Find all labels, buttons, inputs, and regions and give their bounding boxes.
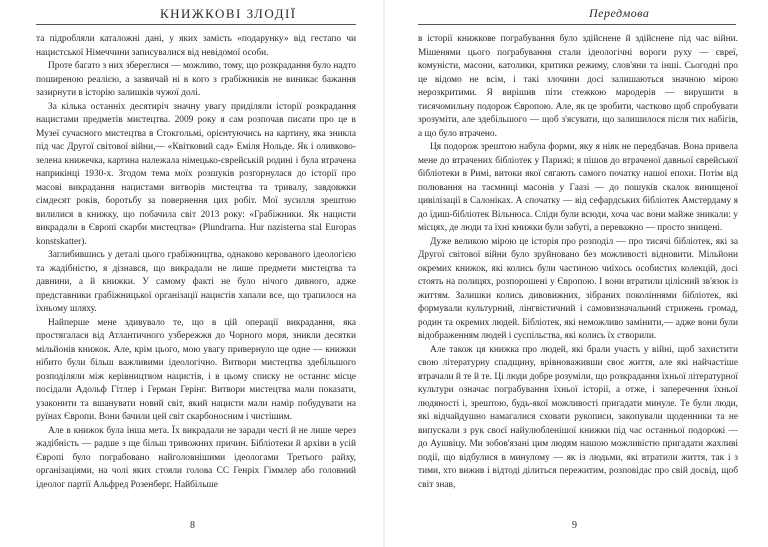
- body-text: [418, 33, 738, 492]
- page-number: 8: [190, 520, 195, 531]
- paragraph: в історії книжкове пограбування було здійснене й здійснене під час війни. Мішенями цього пограбування стали ідеологічні вороги руху — євреї, комуністи, масони, католики, критики режиму, слов'яни та інші. Сьогодні про це відомо не всім, і такі злочини досі залишаються значною мірою нерозкритими. Я вирішив піти стежкою мародерів — вирушити в тисячомильну подорож Європою. Але, як це зробити, частково щоб спробувати зрозуміти, але здебільшого — щоб з'ясувати, що залишилося після тих набігів, а що було втрачено.: [418, 34, 738, 139]
- header-rule: [418, 24, 736, 25]
- running-head-title: КНИЖКОВІ ЗЛОДІЇ: [160, 6, 297, 21]
- body-text: [36, 33, 356, 492]
- header-rule: [36, 24, 356, 25]
- paragraph: Проте багато з них збереглися — можливо, тому, що розкрадання було надто поширеною реалією, а зазвичай ні в кого з грабіжників не виникає бажання зазирнути в історію залишків чужої долі.: [36, 61, 356, 98]
- paragraph: та підробляли каталожні дані, у яких замість «подарунку» від гестапо чи нацистської Німеччини записувалися від невідомої особи.: [36, 34, 356, 58]
- paragraph: Дуже великою мірою це історія про розподіл — про тисячі бібліотек, які за Другої світової війни було зруйновано без можливості відновити. Мільйони окремих книжок, які колись були частиною чиїхось особистих колекцій, досі стоять на полицях, розпорошені у Європою. І вони втратили цілісний зв'язок із життям. Залишки колись дивовижних, зібраних поколіннями бібліотек, які формували культурний, лінгвістичний і самовизначальний стрижень громад, родин та окремих людей. Бібліотек, які неможливо замінити,— адже вони були відображенням людей і суспільства, які колись їх створили.: [418, 236, 738, 341]
- right-page: [384, 0, 768, 547]
- paragraph: Але також ця книжка про людей, які брали участь у війні, щоб захистити свою літературну спадщину, врівноваживши своє життя, але які найчастіше втрачали й те й те. Ці люди добре розуміли, що розкрадання їхньої літературної культури означає пограбування їхньої історії, а отже, і заперечення їхньої людяності і, зрештою, будь-якої можливості пригадати минуле. Те були люди, які відчайдушно намагалися сховати рукописи, закопували щоденники та не випускали з рук своєї найулюбленішої книжки під час останньої подорожі — до Аушвіцу. Ми зобов'язані цим людям нашою можливістю пригадати жахливі події, що відбулися в минулому — як із людьми, які втратили життя, так і з тими, хто вижив і відтоді ділиться пережитим, розповідає про свій досвід, щоб світ знав,: [418, 344, 738, 490]
- paragraph: Заглибившись у деталі цього грабіжництва, однаково керованого ідеологією та жадібністю, я дізнався, що викрадали не лише предмети мистецтва та давнини, а й книжки. У самому факті не було нічого дивного, адже представники грабіжницької організації нацистів хапали все, що трапилося на їхньому шляху.: [36, 250, 356, 314]
- page-number: 9: [572, 520, 577, 531]
- paragraph: Найперше мене здивувало те, що в цій операції викрадання, яка простягалася від Атлантичного узбережжя до Чорного моря, зникли десятки мільйонів книжок. Але, крім цього, мою увагу привернуло ще одне — книжки нібито були більш важливими ідеологічно. Витвори мистецтва здебільшого розподіляли між керівництвом нацистів, і в цьому списку не останнє місце посідали Адольф Гітлер і Герман Герінг. Витвори мистецтва мали показати, узаконити та вшанувати новий світ, який нацисти мали намір побудувати на руїнах Європи. Вони бачили цей світ скарбоносним і чистішим.: [36, 317, 356, 422]
- paragraph: Ця подорож зрештою набула форми, яку я ніяк не передбачав. Вона привела мене до втрачених бібліотек у Парижі; я пішов до втраченої давньої єврейської бібліотеки в Римі, витоки якої сягають самого початку нашої епохи. Потім від полювання на таємниці масонів у Гаазі — до пошуків скалок винищеної цивілізації в Салоніках. А спочатку — від сефардських бібліотек Амстердаму я до їдиш-бібліотек Вільнюса. Сліди були всюди, хоча час вони майже зникали: у місцях, де люди та їхні книжки були забуті, а переважно — просто знищені.: [418, 142, 738, 233]
- paragraph: За кілька останніх десятиріч значну увагу приділяли історії розкрадання нацистами предметів мистецтва. 2009 року я сам розпочав писати про це в Музеї сучасного мистецтва в Стокгольмі, орієнтуючись на картину, яка зникла під час Другої світової війни,— «Квітковий сад» Еміля Нольде. Як і оливково-зелена книжечка, картина належала німецько-єврейській родині і була втрачена наприкінці 1930-х. Згодом тема моїх розшуків розгорнулася до історії про масові викрадання нацистами витворів мистецтва та тривалу, завдовжки сімдесят років, боротьбу за повернення цих робіт. Мої зусилля зрештою вилилися в книжку, що побачила світ 2013 року: «Грабіжники. Як нацисти викрадали в Європі скарби мистецтва» (Plundrarna. Hur nazisterna stal Europas konstskatter).: [36, 101, 356, 247]
- running-head-chapter: Передмова: [589, 6, 650, 20]
- paragraph: Але в книжок була інша мета. Їх викрадали не заради честі й не лише через жадібність — радше з ще більш тривожних причин. Бібліотеки й архіви в усій Європі було пограбовано найголовнішими ідеологами Третього райху, організаціями, на чолі яких стояли голова СС Генріх Гіммлер або головний ідеолог партії Альфред Розенберг. Найбільше: [36, 425, 356, 490]
